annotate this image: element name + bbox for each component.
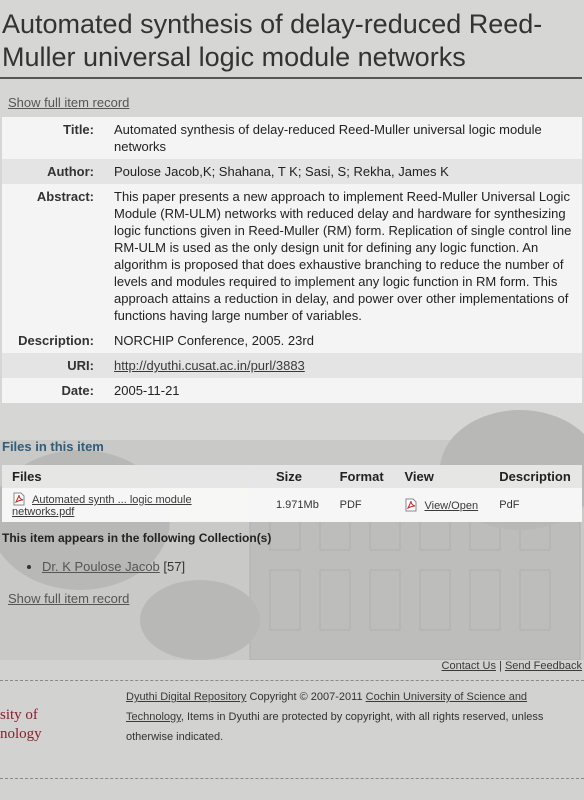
metadata-value: This paper presents a new approach to implement Reed-Muller Universal Logic Module (RM-ULM) networks with reduced delay and hardware for synthesizing logic functions given in Reed-Muller (RM) form. Replication of single control line RM-ULM is used as the only design unit for defining any logic function. An algorithm is proposed that does exhaustive branching to reduce the number of levels and modules required to implement any logic function in RM form. This approach attains a reduction in delay, and power over other implementations of functions having large number of variables. (114, 189, 572, 323)
university-link[interactable]: Cochin University of Science and Technology (126, 691, 528, 723)
pdf-view-icon (404, 498, 418, 512)
footer-copyright (126, 687, 566, 747)
metadata-label: Author: (47, 164, 94, 179)
footer-separator: | (499, 660, 502, 672)
files-heading: Files in this item (2, 439, 104, 454)
collection-count: [57] (163, 559, 186, 574)
copyright-text: Copyright © 2007-2011 (246, 691, 366, 703)
column-header-files: Files (2, 465, 266, 488)
metadata-label: Abstract: (36, 189, 94, 204)
file-download-link[interactable]: Automated synth ... logic module networks.pdf (12, 494, 192, 518)
item-metadata-table (2, 117, 582, 403)
list-item (42, 559, 584, 574)
footer-links (442, 660, 582, 672)
show-full-record-link-bottom[interactable]: Show full item record (8, 591, 130, 606)
collection-link[interactable]: Dr. K Poulose Jacob (42, 559, 160, 574)
footer-divider (0, 680, 584, 681)
file-description: PdF (489, 488, 582, 522)
file-size: 1.971Mb (266, 488, 330, 522)
pdf-file-icon (12, 492, 26, 506)
collections-heading: This item appears in the following Collection(s) (2, 531, 272, 545)
file-format: PDF (330, 488, 395, 522)
column-header-view: View (394, 465, 489, 488)
metadata-value: NORCHIP Conference, 2005. 23rd (114, 333, 314, 348)
footer-divider (0, 778, 584, 779)
rights-text: , Items in Dyuthi are protected by copyright, with all rights reserved, unless otherwise indicated. (126, 711, 544, 743)
metadata-value: Poulose Jacob,K; Shahana, T K; Sasi, S; Rekha, James K (114, 164, 449, 179)
logo-text-line: nology (0, 726, 42, 742)
metadata-label: Title: (63, 122, 94, 137)
files-table (2, 465, 582, 522)
uri-link[interactable]: http://dyuthi.cusat.ac.in/purl/3883 (114, 358, 305, 373)
files-table-header (2, 465, 582, 488)
metadata-row-uri (2, 353, 582, 378)
column-header-size: Size (266, 465, 330, 488)
metadata-row-abstract (2, 184, 582, 328)
view-open-link[interactable]: View/Open (424, 500, 479, 512)
metadata-row-title (2, 117, 582, 159)
metadata-row-description (2, 328, 582, 353)
table-row (2, 488, 582, 522)
column-header-format: Format (330, 465, 395, 488)
logo-text-line: sity of (0, 707, 38, 723)
metadata-label: URI: (67, 358, 94, 373)
metadata-value: Automated synthesis of delay-reduced Reed-Muller universal logic module networks (114, 122, 542, 154)
metadata-value: 2005-11-21 (114, 383, 180, 398)
metadata-row-author (2, 159, 582, 184)
metadata-label: Date: (61, 383, 94, 398)
contact-us-link[interactable]: Contact Us (441, 660, 496, 672)
send-feedback-link[interactable]: Send Feedback (504, 660, 582, 672)
page-title: Automated synthesis of delay-reduced Reed-Muller universal logic module networks (0, 0, 582, 79)
show-full-record-link[interactable]: Show full item record (8, 95, 130, 110)
university-logo (0, 706, 42, 744)
column-header-description: Description (489, 465, 582, 488)
collections-list (0, 559, 584, 574)
metadata-row-date (2, 378, 582, 403)
repository-link[interactable]: Dyuthi Digital Repository (126, 691, 247, 703)
metadata-label: Description: (18, 333, 94, 348)
